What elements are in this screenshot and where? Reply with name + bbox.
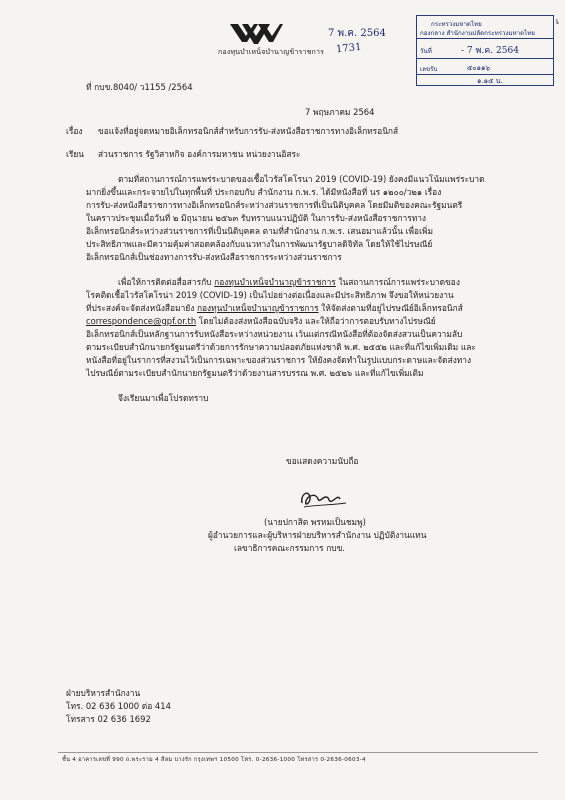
receipt-line1: กระทรวงมหาดไทย: [431, 21, 482, 28]
reference-number: ที่ กบข.8040/ ว1155 /2564: [86, 82, 193, 92]
signature-icon: [296, 483, 356, 513]
para1-line: ตามที่สถานการณ์การแพร่ระบาดของเชื้อไวรัสโคโรนา 2019 (COVID-19) ยังคงมีแนวโน้มแพร่ระบาด: [118, 174, 485, 184]
receipt-time-value: ๑.๑๕ น.: [477, 77, 503, 85]
para2-text: โดยไม่ต้องส่งหนังสือฉบับจริง และให้ถือว่าการตอบรับทางไปรษณีย์: [196, 316, 436, 326]
corner-mark: เ: [555, 17, 559, 27]
para2-line: โรคติดเชื้อไวรัสโคโรน่า 2019 (COVID-19) เป็นไปอย่างต่อเนื่องและมีประสิทธิภาพ จึงขอให้หน่วยงาน: [86, 290, 454, 300]
receipt-date-value: - 7 พ.ค. 2564: [461, 46, 519, 56]
receipt-no-label: เลขรับ: [420, 66, 438, 73]
para1-line: ประสิทธิภาพและมีความคุ้มค่าสอดคล้องกับแนวทางในการพัฒนารัฐบาลดิจิทัล โดยให้ใช้ไปรษณีย์: [86, 239, 433, 249]
subject-text: ขอแจ้งที่อยู่จดหมายอิเล็กทรอนิกส์สำหรับการรับ-ส่งหนังสือราชการทางอิเล็กทรอนิกส์: [98, 126, 399, 136]
signer-title: เลขาธิการคณะกรรมการ กบข.: [234, 543, 345, 553]
fax: โทรสาร 02 636 1692: [66, 714, 151, 724]
receipt-date-label: วันที่: [420, 48, 432, 55]
para2-line: [86, 316, 436, 327]
gpf-name-underlined: กองทุนบำเหน็จบำนาญข้าราชการ: [196, 303, 319, 313]
para2-text: ให้จัดส่งตามที่อยู่ไปรษณีย์อิเล็กทรอนิกส์: [318, 303, 463, 313]
letter-date: 7 พฤษภาคม 2564: [305, 107, 375, 117]
footer-address: ชั้น 4 อาคารเลขที่ 990 ถ.พระราม 4 สีลม บางรัก กรุงเทพฯ 10500 โทร. 0-2636-1000 โทรสาร 0-2636-0603-4: [62, 757, 366, 763]
para2-line: ไปรษณีย์ตามระเบียบสำนักนายกรัฐมนตรีว่าด้วยงานสารบรรณ พ.ศ. ๒๕๒๖ และที่แก้ไขเพิ่มเติม: [86, 368, 424, 378]
gpf-name-underlined: กองทุนบำเหน็จบำนาญข้าราชการ: [214, 277, 336, 287]
signer-title: ผู้อำนวยการและผู้บริหารฝ่ายบริหารสำนักงาน ปฏิบัติงานแทน: [208, 530, 427, 540]
para2-line: อิเล็กทรอนิกส์เป็นหลักฐานการรับหนังสือระหว่างหน่วยงาน เว้นแต่กรณีหนังสือที่ต้องจัดส่งสวนเป็นความลับ: [86, 329, 463, 339]
gpf-logo-icon: [228, 20, 284, 50]
para1-line: มากยิ่งขึ้นและกระจายไปในทุกพื้นที่ ประกอบกับ สำนักงาน ก.พ.ร. ได้มีหนังสือที่ นร ๑๒๐๐/ว๒๑ เรื่อง: [86, 187, 442, 197]
para1-line: ในคราวประชุมเมื่อวันที่ ๒ มิถุนายน ๒๕๖๓ รับทราบแนวปฏิบัติ ในการรับ-ส่งหนังสือราชการทาง: [86, 213, 427, 223]
para1-line: อิเล็กทรอนิกส์เป็นช่องทางการรับ-ส่งหนังสือราชการระหว่างส่วนราชการ: [86, 252, 342, 262]
para2-line: หนังสือที่อยู่ในราการที่สงวนไว้เป็นการเฉพาะของส่วนราชการ ให้ยังคงจัดทำในรูปแบบกระดาษและจัดส่งทาง: [86, 355, 472, 365]
received-number: 1731: [335, 41, 362, 56]
subject-label: เรื่อง: [66, 126, 83, 136]
receipt-no-value: ๕๐๑๑๖: [467, 64, 490, 72]
para2-text: ที่ประสงค์จะจัดส่งหนังสือมายัง: [86, 303, 197, 313]
para2-line: [86, 303, 463, 314]
correspondence-email-link[interactable]: correspondence@gpf.or.th: [86, 316, 197, 326]
para1-line: อิเล็กทรอนิกส์ระหว่างส่วนราชการที่เป็นนิติบุคคล ตามที่สำนักงาน ก.พ.ร. เสนอมาแล้วนั้น เพื่อเพิ่ม: [86, 226, 433, 236]
received-stamp: [298, 22, 408, 68]
closing-line: จึงเรียนมาเพื่อโปรดทราบ: [118, 393, 209, 403]
org-logo-text: กองทุนบำเหน็จบำนาญข้าราชการ: [218, 48, 325, 56]
regards-line: ขอแสดงความนับถือ: [286, 456, 359, 466]
para2-text: เพื่อให้การติดต่อสื่อสารกับ: [118, 277, 215, 287]
para2-text: ในสถานการณ์การแพร่ระบาดของ: [335, 277, 460, 287]
receipt-line2: กองกลาง สำนักงานปลัดกระทรวงมหาดไทย: [420, 30, 535, 37]
para1-line: การรับ-ส่งหนังสือราชการทางอิเล็กทรอนิกส์ระหว่างส่วนราชการที่เป็นนิติบุคคล โดยมีมติของคณะรัฐมนตรี: [86, 200, 463, 210]
to-label: เรียน: [66, 149, 84, 159]
receipt-box-stamp: [416, 15, 554, 86]
department: ฝ่ายบริหารสำนักงาน: [66, 688, 141, 698]
para2-line: [118, 277, 460, 288]
to-text: ส่วนราชการ รัฐวิสาหกิจ องค์การมหาชน หน่วยงานอิสระ: [98, 149, 301, 159]
phone: โทร. 02 636 1000 ต่อ 414: [66, 701, 171, 711]
footer-divider: [58, 752, 538, 753]
signer-name: (นายปกาสิต พรหมเป็นชมพู): [264, 517, 366, 527]
received-date: 7 พ.ค. 2564: [328, 28, 386, 39]
para2-line: ตามระเบียบสำนักนายกรัฐมนตรีว่าด้วยการรักษาความปลอดภัยแห่งชาติ พ.ศ. ๒๕๕๒ และที่แก้ไขเพิ่มเติม และ: [86, 342, 476, 352]
